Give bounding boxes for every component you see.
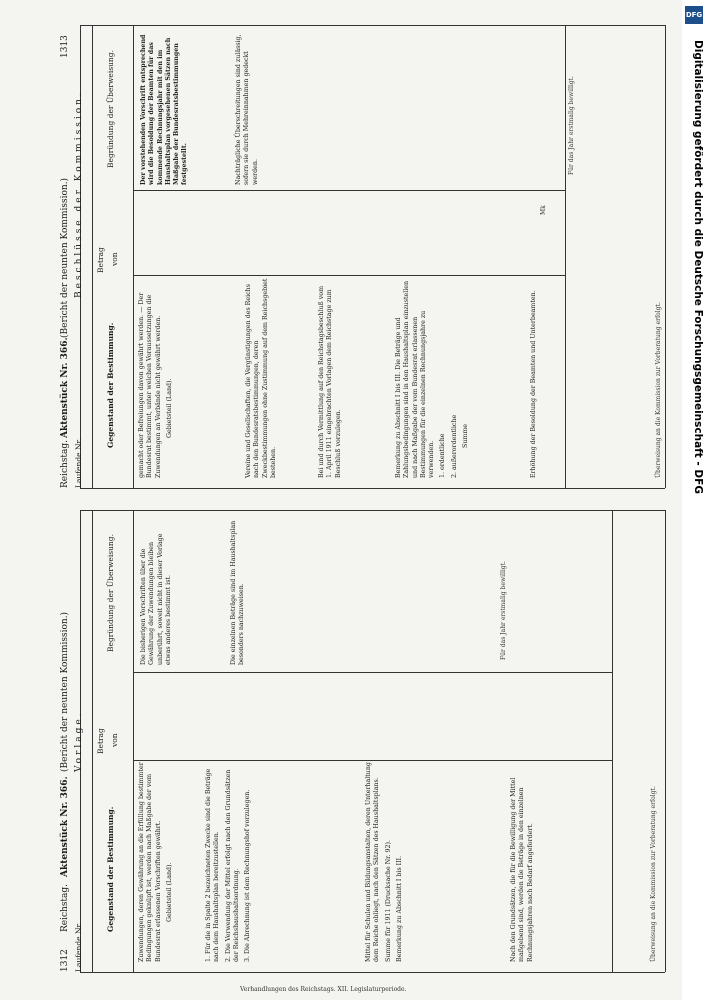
- right-item-lead: gemacht oder Befreiungen davon gewährt werden. — Der Bundesrat bestimmt, unter welchen Voraussetzungen die Zuwendungen an Verbände nicht gewährt werden.: [138, 292, 162, 478]
- right-amount-mark: Mk: [540, 205, 547, 215]
- left-col-subject: Gegenstand der Bestimmung.: [106, 806, 115, 932]
- left-col-rule-2: [92, 510, 93, 972]
- left-item6: Bemerkung zu Abschnitt I bis III.: [395, 855, 403, 962]
- right-title-row: [74, 25, 86, 488]
- left-header: [60, 510, 74, 972]
- left-subhead: Gebietsteil (Land).: [165, 862, 173, 922]
- right-subject-body-3: [318, 278, 346, 478]
- left-header-left: Reichstag.: [60, 883, 70, 932]
- right-entry-1: 1. ordentliche: [439, 433, 447, 478]
- right-header-center: Aktenstück Nr. 366.: [60, 337, 70, 438]
- right-remark-bottom: Für das Jahr erstmalig bewilligt.: [568, 76, 575, 175]
- right-subject-body-5: [530, 278, 541, 478]
- right-entry-2: 2. außerordentliche: [450, 414, 458, 478]
- left-remark-bottom: Für das Jahr erstmalig bewilligt.: [500, 561, 507, 660]
- left-subject-body-4: [510, 757, 538, 962]
- left-header-sub: (Bericht der neunten Kommission.): [60, 611, 70, 772]
- right-header-sub: (Bericht der neunten Kommission.): [60, 177, 70, 338]
- left-item5: Summe für 1911 (Drucksache Nr. 92).: [384, 840, 392, 962]
- bottom-note: Verhandlungen des Reichstags. XII. Legislaturperiode.: [240, 986, 407, 993]
- left-amount-rule: [133, 672, 612, 673]
- left-subject-body-2: [205, 757, 255, 962]
- right-entry-3: Summe: [462, 423, 470, 448]
- left-page-number: 1312: [60, 949, 70, 972]
- left-remark-body-2: [230, 515, 250, 665]
- left-item-1: 1. Für die in Spalte 2 bezeichneten Zwecke sind die Beträge nach dem Haushaltsplan bereitzustellen.: [205, 768, 221, 962]
- left-item-3: 3. Die Abrechnung ist dem Rechnungshof vorzulegen.: [244, 789, 252, 962]
- right-subject-body-2: [245, 278, 281, 478]
- left-subject-body-3: [365, 757, 407, 962]
- right-col-amount: Betrag: [96, 247, 105, 273]
- right-item1: Vereine und Gesellschaften, die Vergünstigungen des Reichs nach den Bundesratsbestimmungen, deren Zweckbestimmungen ohne Zustimmung auf dem Reichsgebiet bestehen.: [245, 278, 277, 478]
- right-col-rule-5: [665, 25, 666, 488]
- left-subject-body: [138, 757, 177, 962]
- right-col-amount-sub: von: [110, 252, 119, 266]
- right-footer: Überweisung an die Kommission zur Vorberatung erfolgt.: [655, 302, 662, 478]
- right-remark-2: Nachträgliche Überschreitungen sind zulässig, sofern sie durch Mehreinnahmen gedeckt werden.: [235, 34, 259, 185]
- right-title: Beschlüsse der Kommission.: [74, 90, 84, 298]
- right-subject-body: [138, 278, 177, 478]
- left-title-row: [74, 510, 86, 972]
- right-col-subject: Gegenstand der Bestimmung.: [106, 322, 115, 448]
- left-colheads: [96, 510, 130, 972]
- right-page-number: 1313: [60, 35, 70, 58]
- left-remark-body: [140, 515, 176, 665]
- right-subhead: Gebietsteil (Land).: [165, 378, 173, 438]
- right-col-rule-3: [133, 25, 134, 488]
- right-amount-rule-2: [133, 275, 565, 276]
- left-title: Vorlage.: [74, 710, 84, 772]
- right-col-rule-4: [565, 25, 566, 488]
- right-amount-rule: [133, 190, 565, 191]
- right-note-block: Bemerkung zu Abschnitt I bis III. Die Beträge und Zahlungsbedingungen sind in den Haushaltsplan einzustellen und nach Maßgabe der vom Bundesrat erlassenen Bestimmungen für die einzelnen Rechnungsjahre zu verwenden.: [395, 280, 436, 478]
- right-remark-main: Der vorstehenden Vorschrift entsprechend wird die Besoldung der Beamten für das kommende Rechnungsjahr mit den im Haushaltsplan vorgesehenen Sätzen nach Maßgabe der Bundesratsbestimmungen festgestellt.: [140, 34, 189, 185]
- left-col-amount-sub: von: [110, 733, 119, 747]
- left-col-remark: Begründung der Überweisung.: [106, 534, 115, 652]
- right-remark-body: [140, 30, 193, 185]
- left-col-rule-5: [665, 510, 666, 972]
- right-col-remark: Begründung der Überweisung.: [106, 50, 115, 168]
- dfg-logo-icon: DFG: [685, 6, 703, 24]
- left-lower-block: Nach den Grundsätzen, die für die Bewilligung der Mittel maßgebend sind, werden die Beträge in den einzelnen Rechnungsjahren nach Bedarf angefordert.: [510, 777, 534, 962]
- right-item3: Erhöhung der Besoldung der Beamten und Unterbeamten.: [530, 290, 537, 478]
- left-remark-main: Die bisherigen Vorschriften über die Gewährung der Zuwendungen bleiben unberührt, soweit nicht in dieser Vorlage etwas anderes bestimmt ist.: [140, 533, 172, 665]
- right-header: [60, 25, 74, 488]
- right-bottom-rule: [80, 488, 665, 489]
- right-col-number: Laufende Nr.: [74, 438, 83, 488]
- dfg-funding-note: Digitalisierung gefördert durch die Deutsche Forschungsgemeinschaft - DFG: [692, 40, 704, 494]
- left-bottom-rule: [80, 972, 665, 973]
- left-top-rule: [80, 510, 665, 511]
- left-col-number: Laufende Nr.: [74, 922, 83, 972]
- right-subject-body-4: [395, 278, 473, 478]
- left-col-amount: Betrag: [96, 728, 105, 754]
- left-col-rule-3: [133, 510, 134, 972]
- left-item-2: 2. Die Verwendung der Mittel erfolgt nach den Grundsätzen der Reichshaushaltsordnung.: [224, 769, 240, 962]
- left-footer: Überweisung an die Kommission zur Vorberatung erfolgt.: [650, 786, 657, 962]
- right-remark-body-2: [235, 30, 263, 185]
- right-header-left: Reichstag.: [60, 439, 70, 488]
- right-item2: Bei und durch Vermittlung auf den Reichstagsbeschluß vom 1. April 1911 eingebrachten Vorlagen dem Reichstage zum Beschluß vorzulegen.: [318, 285, 342, 478]
- right-colheads: [96, 25, 130, 488]
- left-item-lead: Zuwendungen, deren Gewährung an die Erfüllung bestimmter Bedingungen geknüpft ist, werden nach Maßgabe der vom Bundesrat erlassenen Vorschriften gewährt.: [138, 762, 162, 962]
- left-item4: Mittel für Schulen und Bildungsanstalten, deren Unterhaltung dem Reiche obliegt, nach den Sätzen des Haushaltsplans.: [365, 762, 381, 962]
- left-col-rule-4: [612, 510, 613, 972]
- right-top-rule: [80, 25, 665, 26]
- right-col-rule-2: [92, 25, 93, 488]
- left-header-center: Aktenstück Nr. 366.: [60, 776, 70, 877]
- left-remark-2: Die einzelnen Beträge sind im Haushaltsplan besonders nachzuweisen.: [230, 520, 246, 665]
